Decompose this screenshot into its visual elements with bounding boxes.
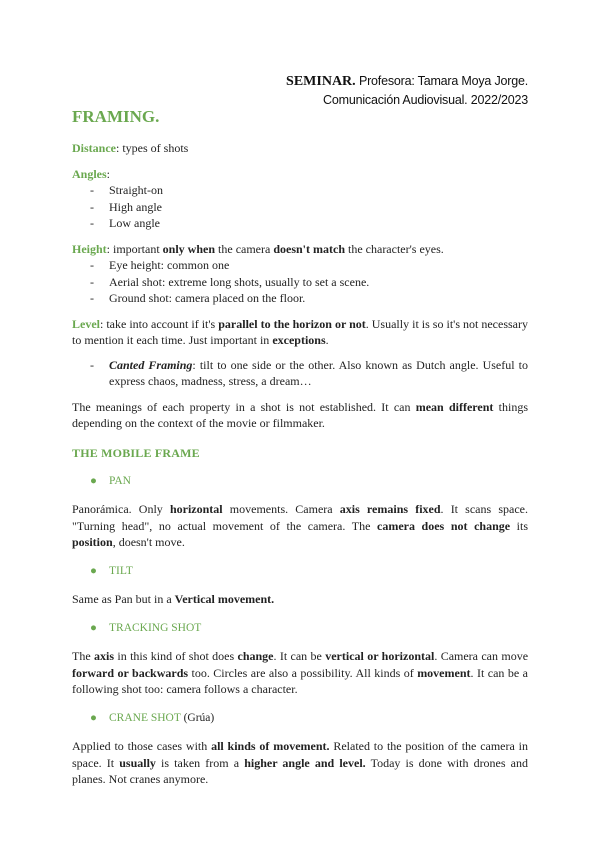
text-run: Panorámica. Only bbox=[72, 502, 170, 516]
list-item: - Low angle bbox=[72, 215, 528, 232]
height-paragraph bbox=[72, 241, 528, 258]
text-run: Same as Pan but in a bbox=[72, 592, 175, 606]
bold-run: axis bbox=[94, 649, 115, 663]
bold-run: camera does not change bbox=[377, 518, 511, 533]
list-item: - Ground shot: camera placed on the floor. bbox=[72, 290, 528, 307]
text-run: Today is done with drones and planes. Not cranes anymore. bbox=[72, 755, 529, 786]
bold-run: vertical or horizontal bbox=[325, 649, 435, 663]
bold-run: change bbox=[237, 649, 274, 663]
crane-heading bbox=[72, 710, 528, 727]
text-run: the character's eyes. bbox=[345, 241, 444, 256]
bold-run: usually bbox=[119, 755, 156, 770]
crane-paragraph bbox=[72, 738, 528, 788]
pan-heading bbox=[72, 473, 528, 490]
list-item bbox=[72, 357, 528, 390]
course-text: Comunicación Audiovisual. 2022/2023 bbox=[323, 93, 528, 107]
teacher-text: Profesora: Tamara Moya Jorge. bbox=[355, 74, 528, 88]
meanings-paragraph bbox=[72, 399, 528, 432]
text-run: is taken from a bbox=[155, 755, 245, 770]
bold-run: Vertical movement. bbox=[174, 592, 275, 606]
list-item: - Aerial shot: extreme long shots, usually to set a scene. bbox=[72, 274, 528, 291]
level-label: Level bbox=[72, 316, 100, 331]
canted-list bbox=[72, 357, 528, 390]
page-title: FRAMING. bbox=[72, 107, 160, 126]
distance-paragraph bbox=[72, 140, 528, 157]
list-item: - Straight-on bbox=[72, 182, 528, 199]
bold-run: movement bbox=[417, 665, 471, 680]
bold-run: all kinds of movement. bbox=[211, 739, 330, 753]
document-body bbox=[72, 106, 528, 797]
canted-label: Canted Framing bbox=[109, 357, 193, 372]
text-run: too. Circles are also a possibility. All kinds of bbox=[188, 665, 418, 680]
text-run: The bbox=[72, 649, 95, 663]
heading-text: PAN bbox=[109, 474, 131, 487]
text-run: Applied to those cases with bbox=[72, 739, 212, 753]
distance-label: Distance bbox=[72, 141, 116, 155]
text-run: . Camera can move bbox=[434, 649, 529, 663]
heading-text: CRANE SHOT bbox=[109, 711, 181, 724]
tilt-heading bbox=[72, 563, 528, 580]
bold-run: parallel to the horizon or not bbox=[218, 316, 366, 331]
heading-text: TRACKING SHOT bbox=[109, 621, 202, 634]
section-heading: THE MOBILE FRAME bbox=[72, 445, 200, 460]
height-label: Height bbox=[72, 241, 107, 256]
heading-suffix: (Grúa) bbox=[180, 711, 215, 724]
pan-paragraph bbox=[72, 501, 528, 551]
text-run: . Usually it is so it's not necessary to mention it each time. Just important in bbox=[72, 316, 528, 347]
bullet-icon: ● bbox=[90, 564, 97, 577]
heading-text: TILT bbox=[109, 564, 133, 577]
angles-colon: : bbox=[106, 166, 111, 181]
bullet-icon: ● bbox=[90, 711, 97, 724]
text-run: Related to the position of the camera in space. It bbox=[72, 739, 528, 770]
page-header bbox=[286, 72, 528, 109]
bold-run: forward or backwards bbox=[72, 665, 189, 680]
text-run: its bbox=[510, 518, 529, 533]
distance-text: : types of shots bbox=[116, 141, 189, 155]
height-list bbox=[72, 257, 528, 307]
text-run: the camera bbox=[215, 241, 274, 256]
text-run: in this kind of shot does bbox=[114, 649, 238, 663]
bold-run: position bbox=[72, 535, 113, 549]
angles-label: Angles bbox=[72, 166, 107, 181]
angles-list bbox=[72, 182, 528, 232]
text-run: The meanings of each property in a shot is not established. It can bbox=[72, 399, 416, 414]
level-paragraph bbox=[72, 316, 528, 349]
tilt-paragraph bbox=[72, 591, 528, 608]
bold-run: doesn't match bbox=[273, 241, 345, 256]
tracking-paragraph bbox=[72, 648, 528, 698]
text-run: things depending on the context of the movie or filmmaker. bbox=[72, 399, 528, 430]
list-item: - Eye height: common one bbox=[72, 257, 528, 274]
text-run: : take into account if it's bbox=[100, 316, 219, 331]
bold-run: horizontal bbox=[169, 502, 223, 516]
bullet-icon: ● bbox=[90, 621, 97, 634]
list-item: - High angle bbox=[72, 199, 528, 216]
text-run: . It can be a following shot too: camera follows a character. bbox=[72, 665, 528, 696]
text-run: . bbox=[325, 333, 329, 347]
seminar-label: SEMINAR. bbox=[286, 74, 356, 89]
bold-run: axis remains fixed bbox=[339, 502, 441, 516]
bold-run: only when bbox=[162, 241, 216, 256]
tracking-heading bbox=[72, 620, 528, 637]
bold-run: exceptions bbox=[272, 333, 326, 347]
text-run: : tilt to one side or the other. Also known as Dutch angle. Useful to express chaos, madness, stress, a dream… bbox=[109, 357, 528, 388]
bold-run: mean different bbox=[415, 399, 494, 414]
text-run: . It can be bbox=[273, 649, 326, 663]
angles-paragraph bbox=[72, 166, 528, 183]
bold-run: higher angle and level. bbox=[244, 755, 366, 770]
text-run: . It scans space. "Turning head", no actual movement of the camera. The bbox=[72, 502, 528, 533]
text-run: , doesn't move. bbox=[112, 535, 185, 549]
text-run: : important bbox=[106, 241, 163, 256]
bullet-icon: ● bbox=[90, 474, 97, 487]
header-line-1 bbox=[286, 72, 528, 91]
text-run: movements. Camera bbox=[222, 502, 340, 516]
